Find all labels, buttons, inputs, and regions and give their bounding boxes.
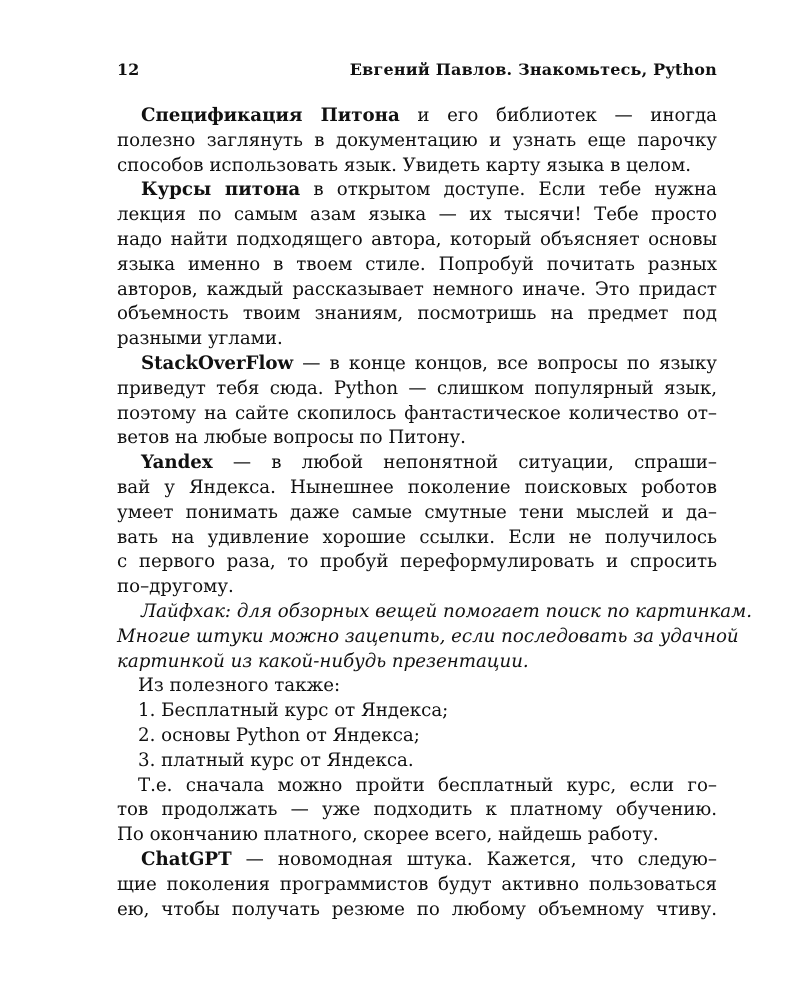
text-line: Лайфхак: для обзорных вещей помогает поиск по картинкам.	[141, 600, 752, 622]
paragraph-chatgpt	[117, 848, 717, 922]
text-line: Многие штуки можно зацепить, если последовать за удачной	[117, 625, 739, 647]
useful-list	[117, 674, 717, 773]
text-line: лекция по самым азам языка — их тысячи! Тебе просто	[117, 204, 717, 226]
text-line: способов использовать язык. Увидеть карту языка в целом.	[117, 154, 692, 176]
text-line: полезно заглянуть в документацию и узнать еще парочку	[117, 129, 717, 151]
page-header	[117, 60, 717, 84]
text-line: с первого раза, то пробуй переформулировать и спросить	[117, 551, 717, 573]
text-line: Т.е. сначала можно пройти бесплатный курс, если го–	[138, 774, 717, 796]
paragraph-lifehack	[117, 600, 752, 674]
text-line: щие поколения программистов будут активно пользоваться	[117, 873, 717, 895]
text-line: поэтому на сайте скопилось фантастическое количество от–	[117, 402, 717, 424]
page-number: 12	[117, 60, 140, 79]
text-line: объемность твоим знаниям, посмотришь на предмет под	[117, 303, 717, 325]
paragraph-yandex	[117, 451, 717, 600]
text-line: надо найти подходящего автора, который объясняет основы	[117, 228, 717, 250]
text-line: ChatGPT — новомодная штука. Кажется, что следую–	[141, 848, 717, 870]
text-line: Курсы питона в открытом доступе. Если тебе нужна	[141, 179, 717, 201]
text-line: умеет понимать даже самые смутные тени мыслей и да–	[117, 501, 717, 523]
paragraph-stackoverflow	[117, 352, 717, 451]
text-line: Спецификация Питона и его библиотек — иногда	[141, 105, 718, 126]
term-stackoverflow: StackOverFlow	[141, 352, 294, 374]
text-line: ею, чтобы получать резюме по любому объемному чтиву.	[117, 898, 717, 920]
text-line: Yandex — в любой непонятной ситуации, спраши–	[141, 452, 717, 474]
text-line: разными углами.	[117, 328, 283, 350]
text-line: по–другому.	[117, 576, 234, 598]
text-line: вай у Яндекса. Нынешнее поколение поисковых роботов	[117, 476, 717, 498]
running-head: Евгений Павлов. Знакомьтесь, Python	[349, 60, 717, 79]
paragraph-courses	[117, 178, 717, 352]
term-yandex: Yandex	[141, 452, 213, 474]
term-courses: Курсы питона	[141, 179, 301, 201]
term-chatgpt: ChatGPT	[141, 848, 232, 870]
text-line: По окончанию платного, скорее всего, найдешь работу.	[117, 824, 659, 846]
text-line: приведут тебя сюда. Python — слишком популярный язык,	[117, 377, 717, 399]
text-line: языка именно в твоем стиле. Попробуй почитать разных	[117, 253, 717, 275]
page-body	[117, 104, 752, 922]
text-line: картинкой из какой-нибудь презентации.	[117, 650, 529, 672]
text-line: StackOverFlow — в конце концов, все вопросы по языку	[141, 352, 717, 374]
text-line: авторов, каждый рассказывает немного иначе. Это придаст	[117, 278, 717, 300]
text-line: ветов на любые вопросы по Питону.	[117, 427, 466, 449]
paragraph-ie	[117, 774, 717, 848]
paragraph-spec	[117, 104, 717, 178]
list-item: 1. Бесплатный курс от Яндекса;	[138, 700, 449, 722]
term-spec: Спецификация Питона	[141, 105, 400, 126]
list-item: 3. платный курс от Яндекса.	[138, 749, 414, 771]
list-item: 2. основы Python от Яндекса;	[138, 724, 420, 746]
text-line: вать на удивление хорошие ссылки. Если не получилось	[117, 526, 717, 548]
list-intro: Из полезного также:	[138, 675, 341, 697]
text-line: тов продолжать — уже подходить к платному обучению.	[117, 799, 717, 821]
